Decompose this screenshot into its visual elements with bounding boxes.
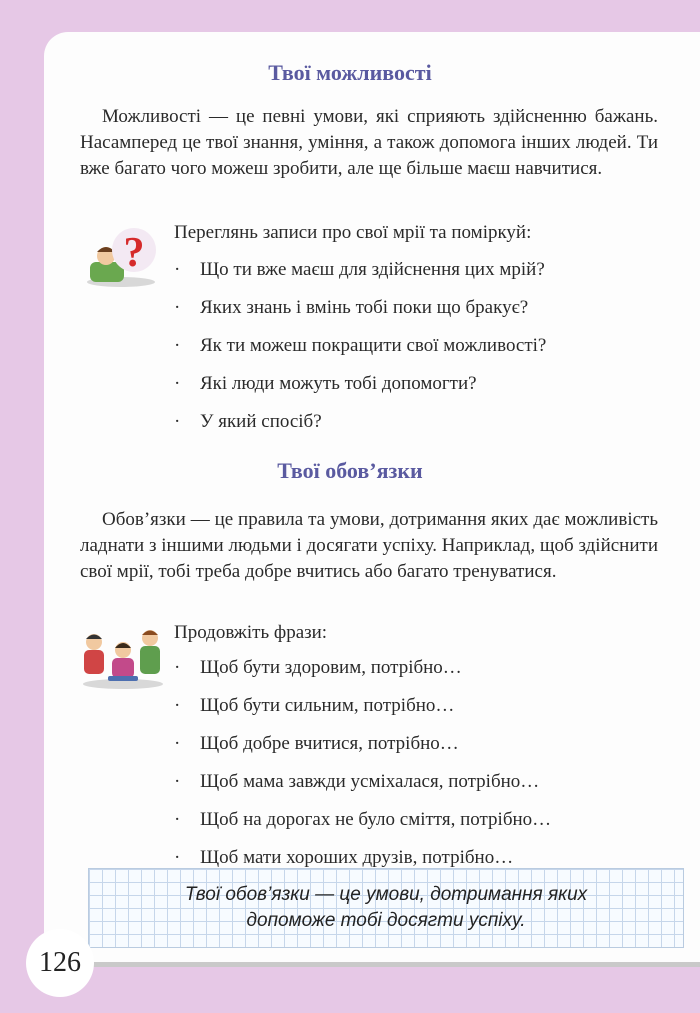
section-title-duties: Твої обов’язки (277, 458, 423, 483)
summary-note-text (89, 882, 683, 934)
opportunities-intro: Переглянь записи про свої мрії та поміркуй: (174, 222, 532, 243)
group-discussion-icon (78, 620, 168, 695)
list-item: · У який спосіб? (174, 411, 322, 432)
thinking-person-question-icon (80, 222, 162, 293)
list-item: · Що ти вже маєш для здійснення цих мрій? (174, 259, 545, 280)
list-item: · Щоб бути здоровим, потрібно… (174, 657, 462, 678)
section-title-opportunities: Твої можливості (268, 60, 432, 85)
list-item: · Щоб на дорогах не було сміття, потрібно… (174, 809, 552, 830)
summary-note-line-1: Твої обов’язки — це умови, дотримання яких (184, 884, 588, 905)
page-number: 126 (39, 947, 81, 978)
list-item: · Щоб бути сильним, потрібно… (174, 695, 455, 716)
duties-phrases-list (174, 649, 551, 877)
list-item: · Щоб добре вчитися, потрібно… (174, 733, 459, 754)
summary-note-box (88, 868, 684, 948)
opportunities-questions-list (174, 251, 546, 441)
list-item: · Яких знань і вмінь тобі поки що бракує? (174, 297, 529, 318)
footer-divider (92, 962, 700, 967)
duties-paragraph: Обов’язки — це правила та умови, дотримання яких дає можливість ладнати з іншими людьми і досягати успіху. Наприклад, щоб здійснити свої мрії, тобі треба добре вчитись або багато тренуватися. (80, 509, 658, 582)
svg-text:?: ? (123, 230, 145, 276)
summary-note-line-2: допоможе тобі досягти успіху. (246, 910, 526, 931)
list-item: · Які люди можуть тобі допомогти? (174, 373, 477, 394)
opportunities-paragraph: Можливості — це певні умови, які сприяють здійсненню бажань. Насамперед це твої знання, уміння, а також допомога інших людей. Ти вже багато чого можеш зробити, але ще більше маєш навчитися. (80, 106, 658, 179)
list-item: · Як ти можеш покращити свої можливості? (174, 335, 547, 356)
list-item: · Щоб мати хороших друзів, потрібно… (174, 847, 514, 868)
duties-intro: Продовжіть фрази: (174, 622, 328, 643)
list-item: · Щоб мама завжди усміхалася, потрібно… (174, 771, 540, 792)
